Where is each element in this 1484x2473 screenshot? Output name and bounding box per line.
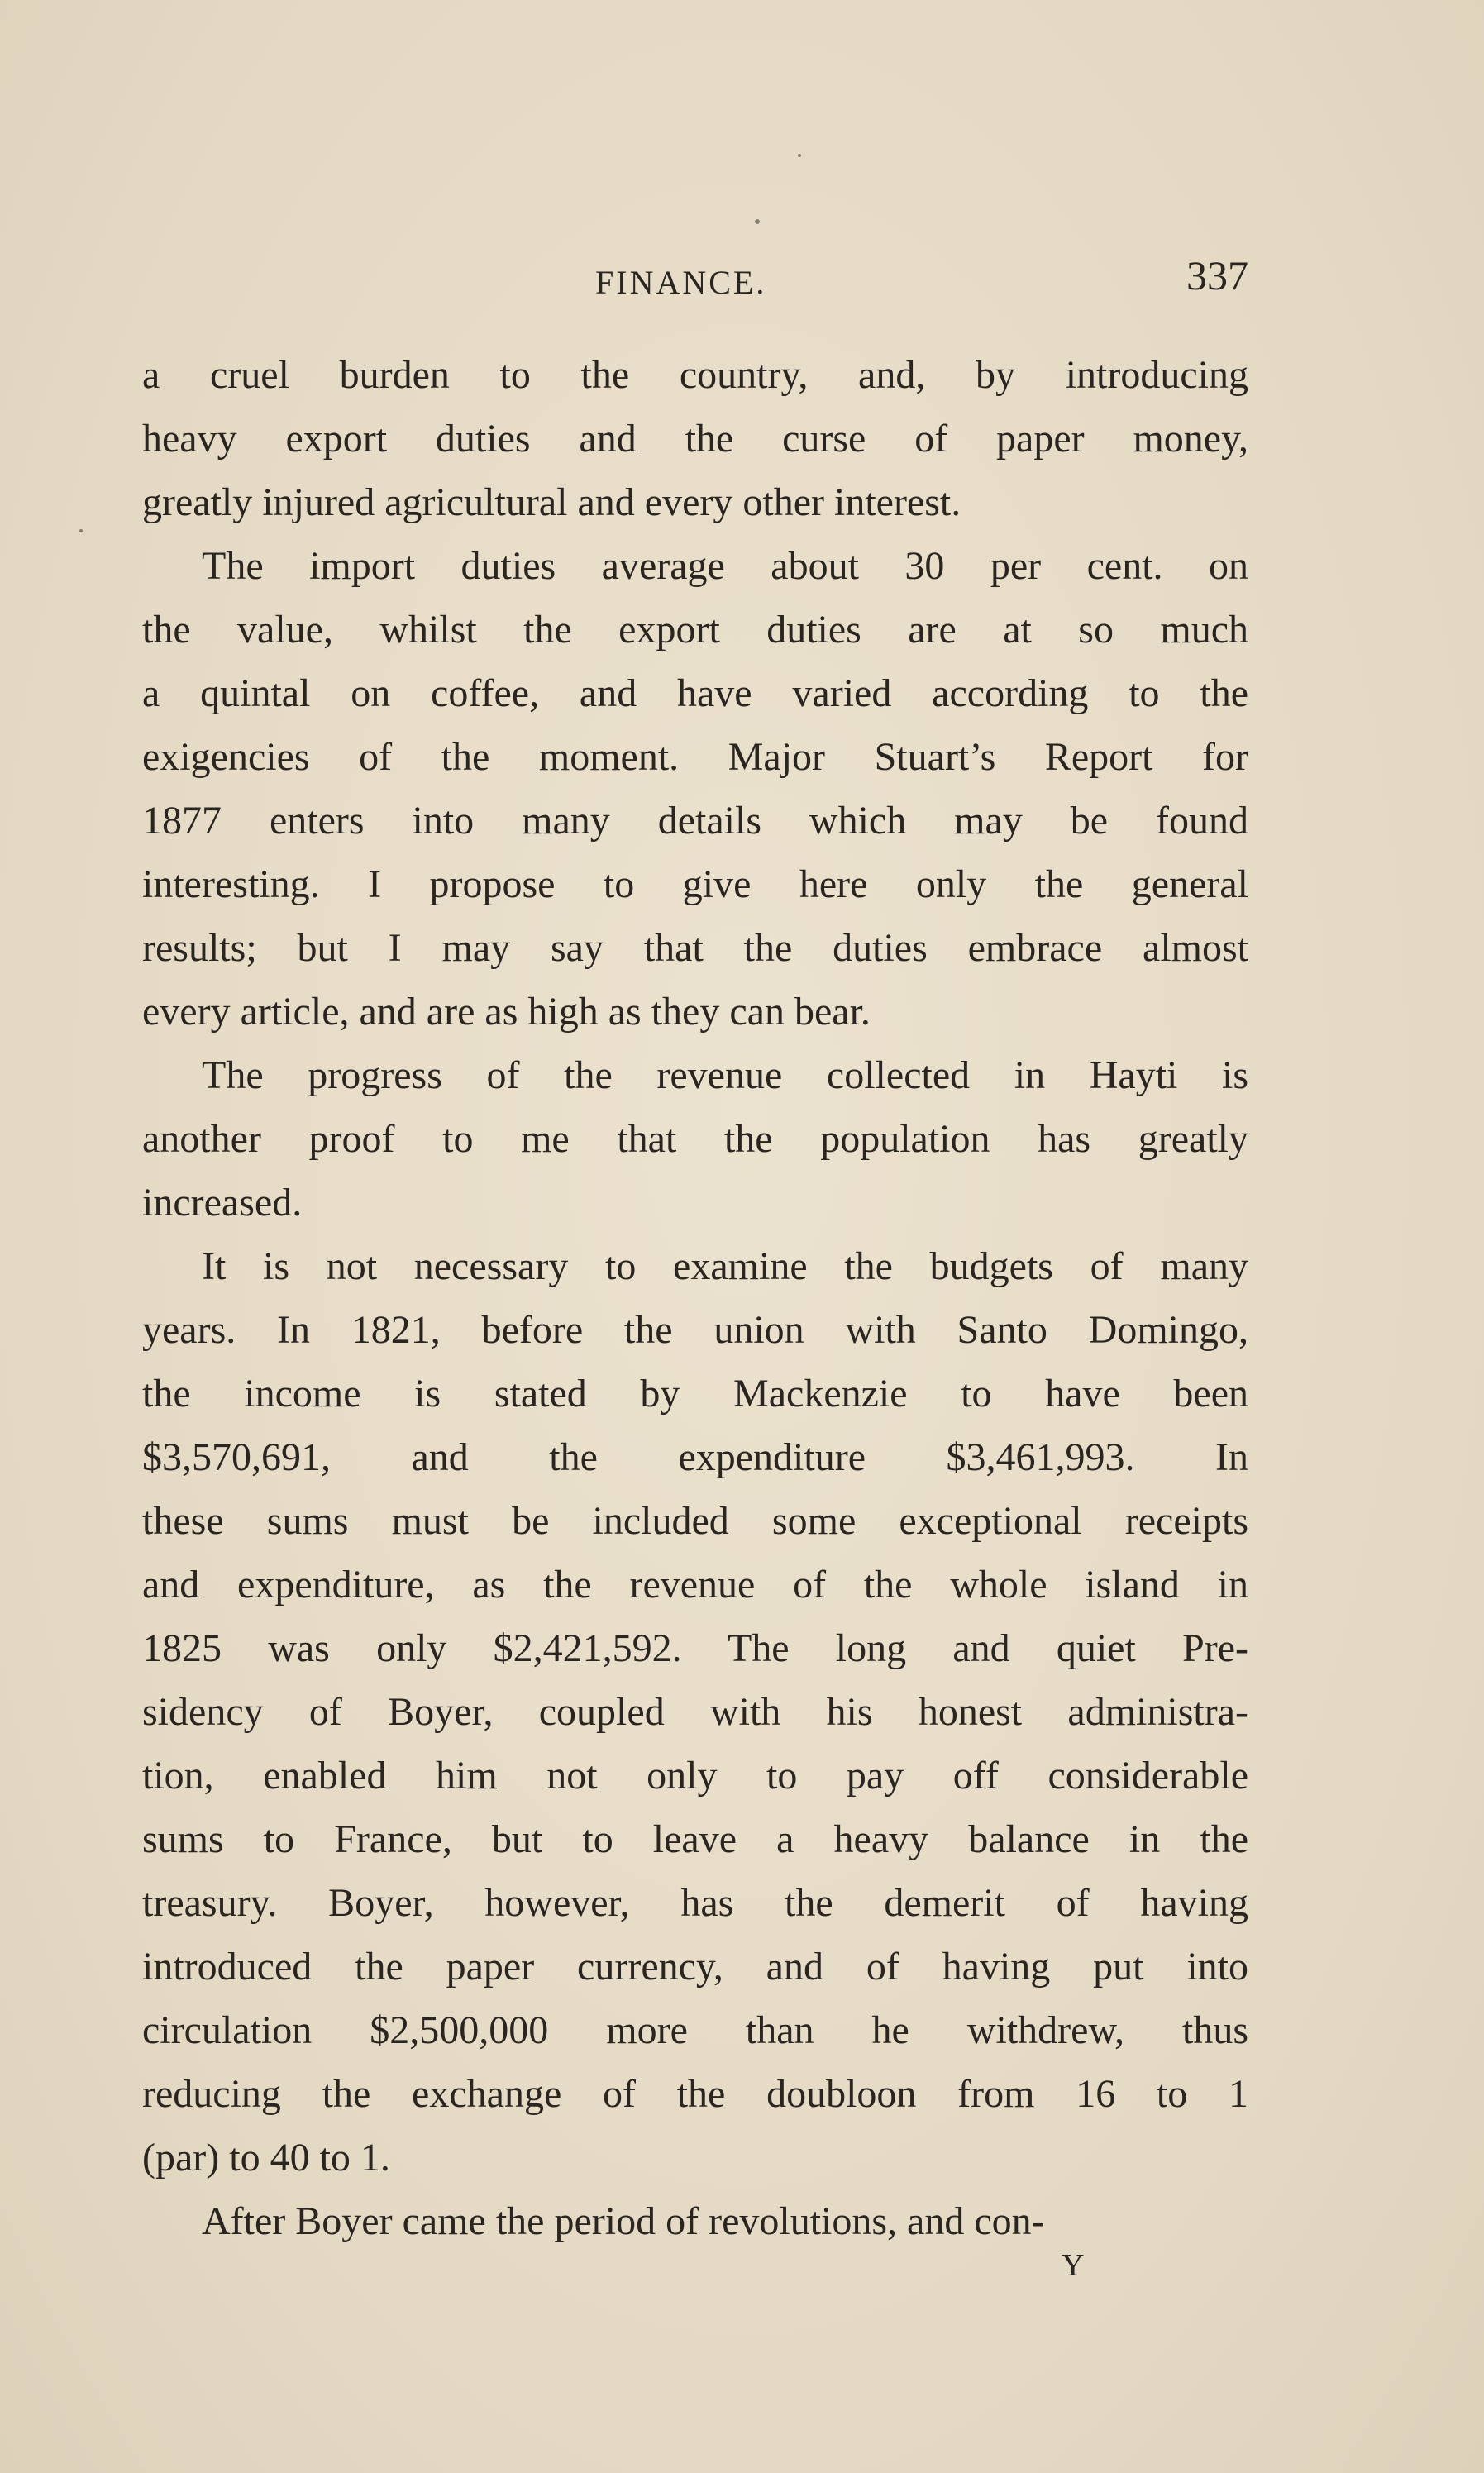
text-line: The progress of the revenue collected in Hayti is: [202, 1053, 1248, 1097]
text-line: these sums must be included some exceptional receipts: [142, 1499, 1248, 1543]
running-title: FINANCE.: [595, 264, 767, 301]
text-line: After Boyer came the period of revolutions, and con-: [202, 2199, 1045, 2243]
text-line: 1877 enters into many details which may be found: [142, 799, 1248, 843]
page-number: 337: [1186, 252, 1248, 298]
text-line: the income is stated by Mackenzie to have been: [142, 1372, 1248, 1416]
signature-mark: Y: [1062, 2248, 1086, 2283]
text-line: increased.: [142, 1181, 303, 1225]
text-line: tion, enabled him not only to pay off considerable: [142, 1754, 1248, 1797]
text-line: heavy export duties and the curse of paper money,: [142, 417, 1248, 461]
text-line: It is not necessary to examine the budgets of many: [202, 1244, 1248, 1288]
text-line: exigencies of the moment. Major Stuart’s Report for: [142, 735, 1248, 779]
text-line: $3,570,691, and the expenditure $3,461,993. In: [142, 1435, 1248, 1479]
text-line: every article, and are as high as they can bear.: [142, 990, 871, 1034]
paragraph-1: [142, 343, 1248, 534]
text-line: circulation $2,500,000 more than he withdrew, thus: [142, 2008, 1248, 2052]
body-text: [142, 343, 1248, 2253]
text-line: interesting. I propose to give here only the general: [142, 862, 1248, 906]
text-line: treasury. Boyer, however, has the demerit of having: [142, 1881, 1248, 1925]
text-line: 1825 was only $2,421,592. The long and quiet Pre-: [142, 1626, 1248, 1670]
paragraph-2: [142, 534, 1248, 1043]
text-line: a cruel burden to the country, and, by introducing: [142, 353, 1248, 397]
running-header: [142, 248, 1248, 306]
text-line: greatly injured agricultural and every other interest.: [142, 480, 961, 524]
text-line: results; but I may say that the duties embrace almost: [142, 926, 1248, 970]
ink-speck: [755, 219, 760, 224]
text-line: years. In 1821, before the union with Santo Domingo,: [142, 1308, 1248, 1352]
text-line: a quintal on coffee, and have varied according to the: [142, 671, 1248, 715]
paragraph-3: [142, 1043, 1248, 1234]
text-line: introduced the paper currency, and of having put into: [142, 1945, 1248, 1988]
text-line: (par) to 40 to 1.: [142, 2136, 390, 2179]
text-line: sums to France, but to leave a heavy balance in the: [142, 1817, 1248, 1861]
text-line: the value, whilst the export duties are at so much: [142, 608, 1248, 652]
text-line: sidency of Boyer, coupled with his honest administra-: [142, 1690, 1248, 1734]
ink-speck: [79, 529, 83, 532]
text-line: another proof to me that the population has greatly: [142, 1117, 1248, 1161]
paragraph-5: [142, 2189, 1248, 2253]
text-line: reducing the exchange of the doubloon from 16 to 1: [142, 2072, 1248, 2116]
text-line: and expenditure, as the revenue of the whole island in: [142, 1563, 1248, 1606]
text-line: The import duties average about 30 per cent. on: [202, 544, 1248, 588]
paragraph-4: [142, 1234, 1248, 2189]
ink-speck: [798, 154, 801, 157]
